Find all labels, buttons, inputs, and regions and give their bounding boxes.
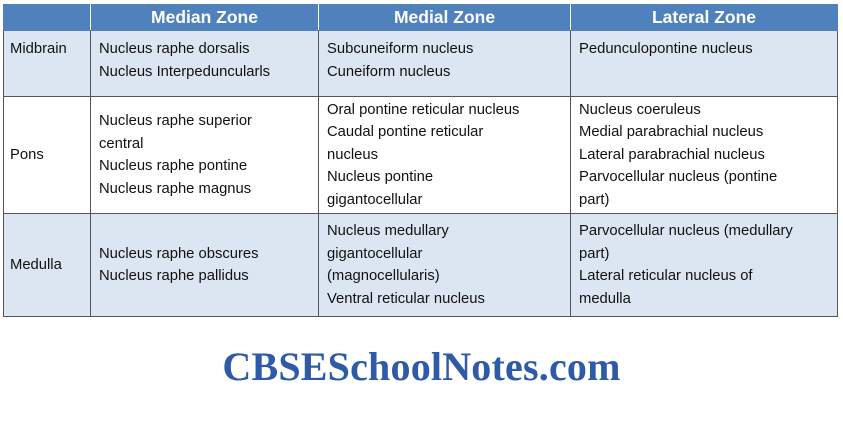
cell-line: medulla <box>579 290 631 307</box>
cell-line: Parvocellular nucleus (medullary <box>579 223 793 239</box>
row-label-pons: Pons <box>4 97 91 214</box>
cell-line: gigantocellular <box>327 191 423 208</box>
header-lateral-zone: Lateral Zone <box>571 5 838 31</box>
cell-line: Pedunculopontine nucleus <box>579 41 753 57</box>
cell-line: Parvocellular nucleus (pontine <box>579 169 778 186</box>
cell-line: central <box>99 135 144 152</box>
cell-line: Nucleus raphe pontine <box>99 158 248 174</box>
cell-line: Medial parabrachial nucleus <box>579 124 764 141</box>
row-label-medulla: Medulla <box>4 214 91 317</box>
header-median-zone: Median Zone <box>91 5 319 31</box>
cell-line: part) <box>579 191 610 208</box>
header-row <box>4 5 838 31</box>
cell-pons-medial <box>319 97 571 214</box>
table-row-medulla <box>4 214 838 317</box>
cell-line: Nucleus medullary <box>327 223 449 239</box>
cell-medulla-lateral <box>571 214 838 317</box>
cell-line: nucleus <box>327 146 379 163</box>
table-row-midbrain <box>4 31 838 97</box>
cell-line: Nucleus raphe superior <box>99 113 252 129</box>
cell-pons-lateral <box>571 97 838 214</box>
reticular-nuclei-table <box>3 4 837 317</box>
cell-line: (magnocellularis) <box>327 268 440 284</box>
cell-line: Nucleus pontine <box>327 169 434 186</box>
header-corner <box>4 5 91 31</box>
table-row-pons <box>4 97 838 214</box>
cell-line: Cuneiform nucleus <box>327 63 451 80</box>
cell-medulla-medial <box>319 214 571 317</box>
cell-medulla-median <box>91 214 319 317</box>
cell-line: Nucleus raphe dorsalis <box>99 41 250 57</box>
cell-line: Ventral reticular nucleus <box>327 290 485 307</box>
cell-line: Nucleus coeruleus <box>579 101 701 118</box>
cell-midbrain-median <box>91 31 319 97</box>
cell-pons-median <box>91 97 319 214</box>
cell-line: Nucleus raphe magnus <box>99 180 252 197</box>
cell-midbrain-medial <box>319 31 571 97</box>
site-watermark: CBSESchoolNotes.com <box>222 344 621 389</box>
header-medial-zone: Medial Zone <box>319 5 571 31</box>
zones-table <box>3 4 838 317</box>
cell-line: Nucleus Interpeduncularls <box>99 63 271 80</box>
cell-line: Subcuneiform nucleus <box>327 41 474 57</box>
cell-line: gigantocellular <box>327 245 423 262</box>
cell-line: Oral pontine reticular nucleus <box>327 101 520 118</box>
cell-line: Nucleus raphe obscures <box>99 245 259 262</box>
cell-line: Lateral parabrachial nucleus <box>579 146 765 163</box>
row-label-midbrain: Midbrain <box>4 31 91 97</box>
cell-midbrain-lateral <box>571 31 838 97</box>
cell-line: Caudal pontine reticular <box>327 124 484 141</box>
cell-line: part) <box>579 245 610 262</box>
cell-line: Nucleus raphe pallidus <box>99 268 249 284</box>
cell-line: Lateral reticular nucleus of <box>579 268 753 284</box>
